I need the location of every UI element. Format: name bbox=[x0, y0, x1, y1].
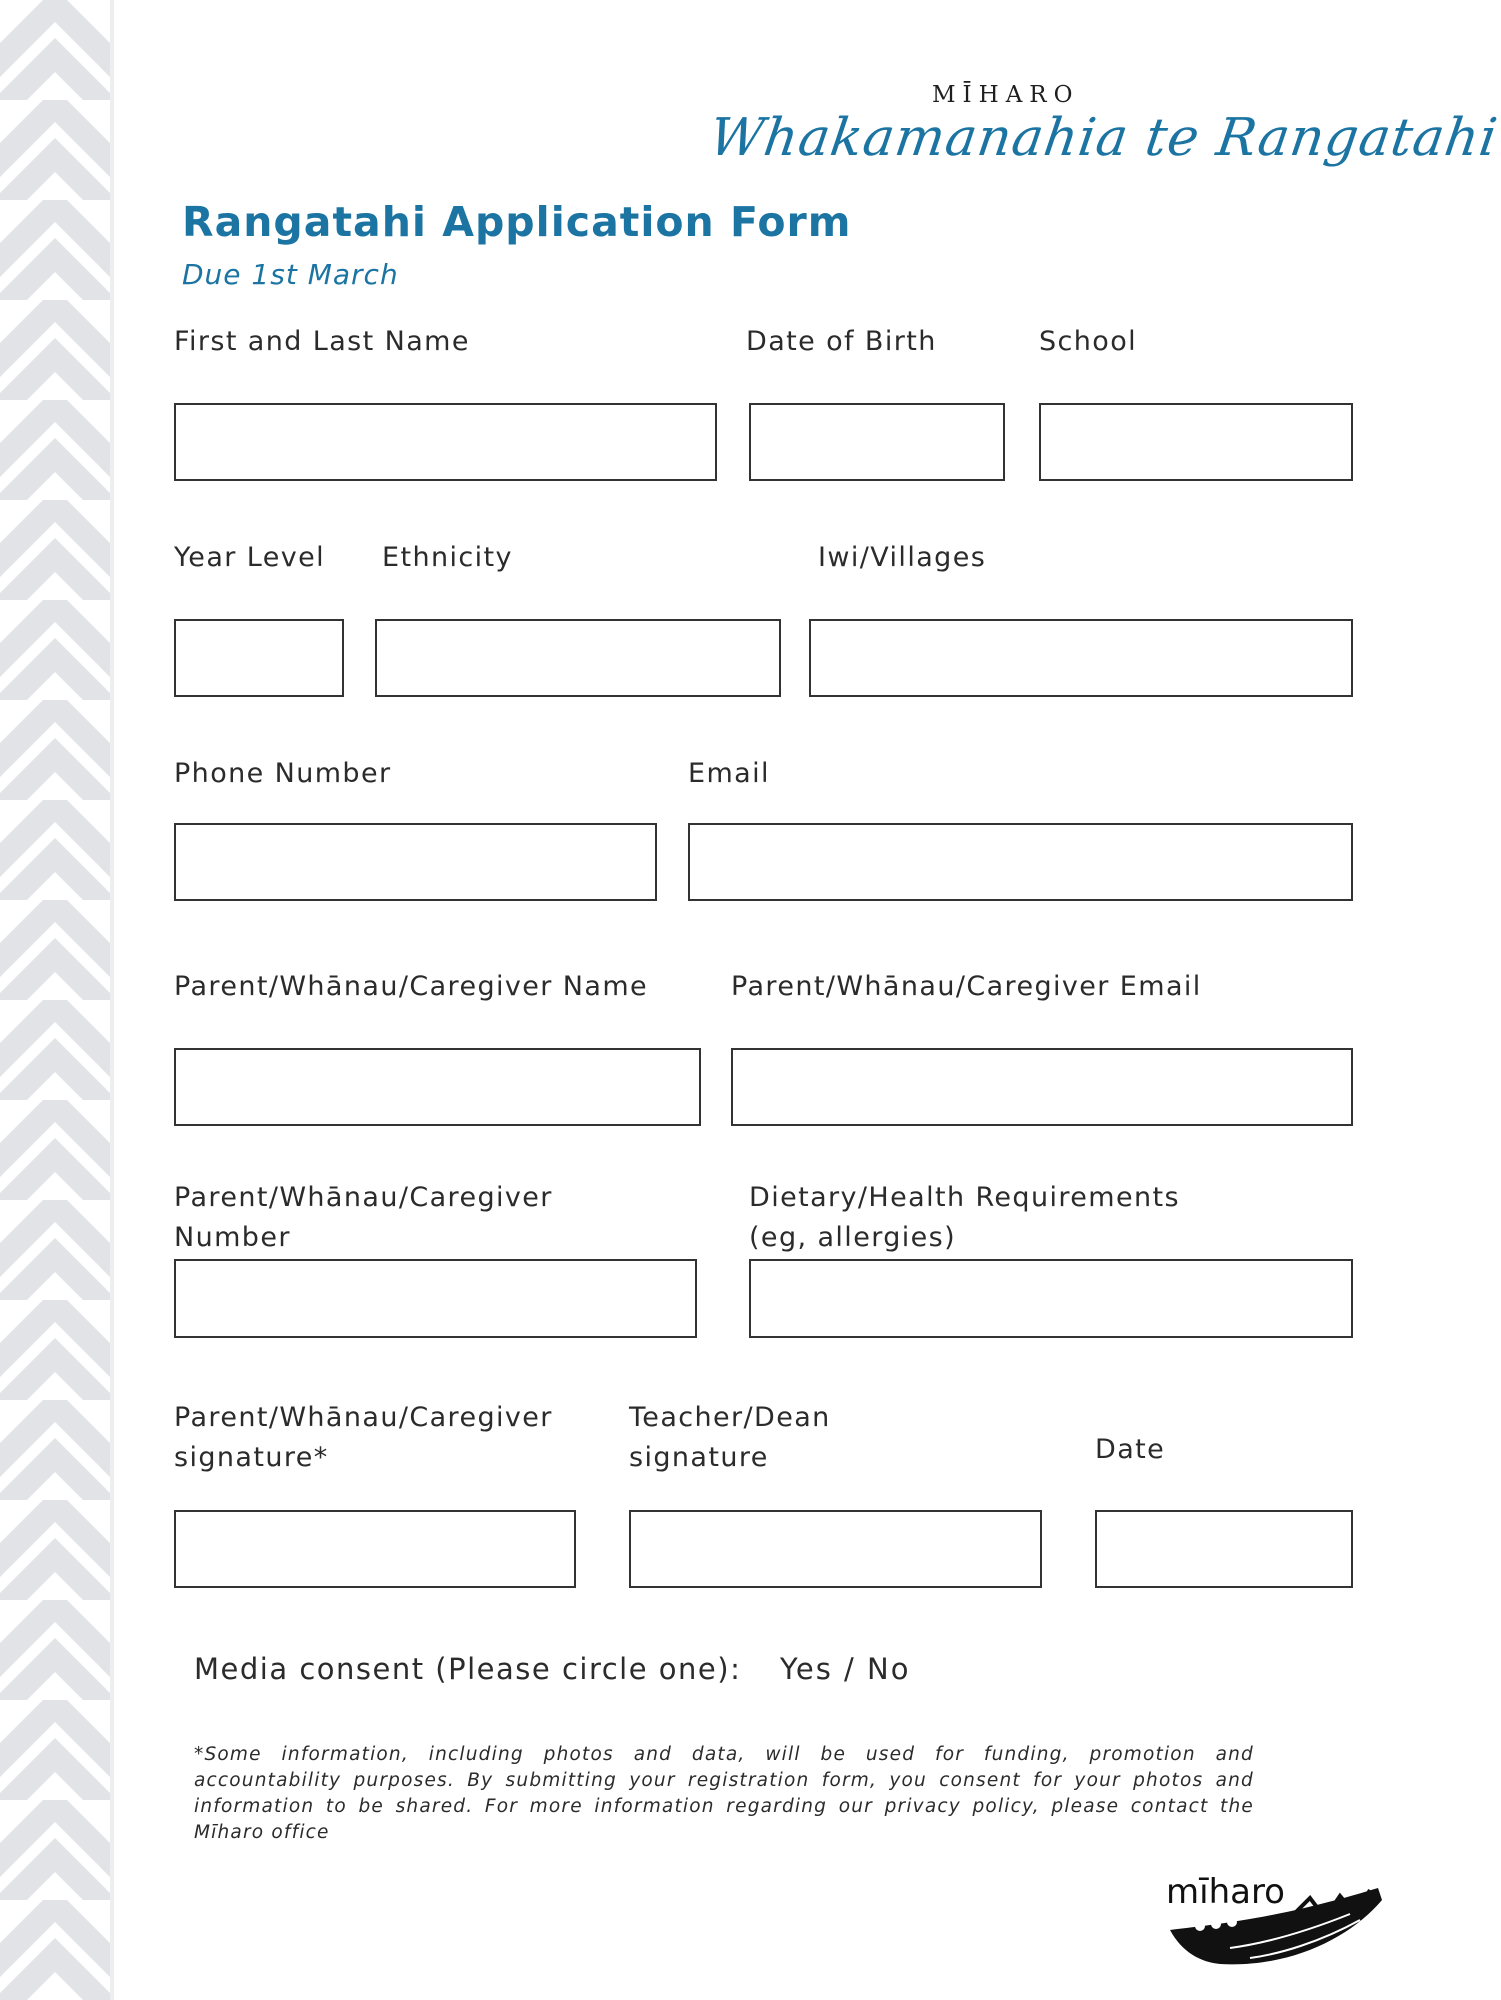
dietary-label-line2: (eg, allergies) bbox=[749, 1222, 957, 1253]
email-label: Email bbox=[688, 758, 770, 789]
teacher-signature-label-line1: Teacher/Dean bbox=[629, 1402, 831, 1433]
ethnicity-label: Ethnicity bbox=[382, 542, 513, 573]
iwi-label: Iwi/Villages bbox=[818, 542, 987, 573]
miharo-logo bbox=[1160, 1868, 1390, 1978]
dietary-field[interactable] bbox=[749, 1259, 1353, 1338]
name-label: First and Last Name bbox=[174, 326, 470, 357]
consent-separator: / bbox=[844, 1652, 856, 1686]
year-level-field[interactable] bbox=[174, 619, 344, 697]
parent-signature-field[interactable] bbox=[174, 1510, 576, 1588]
teacher-signature-label-line2: signature bbox=[629, 1442, 769, 1473]
side-pattern bbox=[0, 0, 110, 2000]
brand-header bbox=[700, 80, 1501, 200]
dob-label: Date of Birth bbox=[746, 326, 937, 357]
dietary-label-line1: Dietary/Health Requirements bbox=[749, 1182, 1180, 1213]
brand-name: MĪHARO bbox=[932, 82, 1080, 108]
parent-email-field[interactable] bbox=[731, 1048, 1353, 1126]
school-label: School bbox=[1039, 326, 1138, 357]
form-title: Rangatahi Application Form bbox=[182, 198, 852, 246]
parent-signature-label-line2: signature* bbox=[174, 1442, 329, 1473]
parent-email-label: Parent/Whānau/Caregiver Email bbox=[731, 971, 1202, 1002]
iwi-field[interactable] bbox=[809, 619, 1353, 697]
ethnicity-field[interactable] bbox=[375, 619, 781, 697]
year-level-label: Year Level bbox=[174, 542, 326, 573]
media-consent-options bbox=[780, 1652, 910, 1686]
logo-wave-graphic bbox=[1160, 1868, 1390, 1978]
side-pattern-edge bbox=[110, 0, 114, 2000]
name-field[interactable] bbox=[174, 403, 717, 481]
school-field[interactable] bbox=[1039, 403, 1353, 481]
date-field[interactable] bbox=[1095, 1510, 1353, 1588]
privacy-footnote: *Some information, including photos and data, will be used for funding, promotion and accountability purposes. By submitting your registration form, you consent for your photos and information to be shared. For more information regarding our privacy policy, please contact the Mīharo office bbox=[194, 1744, 1254, 1843]
logo-wordmark: mīharo bbox=[1166, 1872, 1285, 1912]
consent-no-option[interactable]: No bbox=[867, 1652, 911, 1686]
consent-yes-option[interactable]: Yes bbox=[780, 1652, 833, 1686]
media-consent-label: Media consent (Please circle one): bbox=[194, 1652, 742, 1686]
parent-number-field[interactable] bbox=[174, 1259, 697, 1338]
phone-label: Phone Number bbox=[174, 758, 392, 789]
dob-field[interactable] bbox=[749, 403, 1005, 481]
brand-tagline: Whakamanahia te Rangatahi bbox=[705, 108, 1501, 168]
due-date: Due 1st March bbox=[182, 258, 399, 291]
parent-name-field[interactable] bbox=[174, 1048, 701, 1126]
phone-field[interactable] bbox=[174, 823, 657, 901]
parent-signature-label-line1: Parent/Whānau/Caregiver bbox=[174, 1402, 553, 1433]
parent-number-label-line1: Parent/Whānau/Caregiver bbox=[174, 1182, 553, 1213]
email-field[interactable] bbox=[688, 823, 1353, 901]
parent-name-label: Parent/Whānau/Caregiver Name bbox=[174, 971, 649, 1002]
teacher-signature-field[interactable] bbox=[629, 1510, 1042, 1588]
date-label: Date bbox=[1095, 1434, 1166, 1465]
parent-number-label-line2: Number bbox=[174, 1222, 291, 1253]
